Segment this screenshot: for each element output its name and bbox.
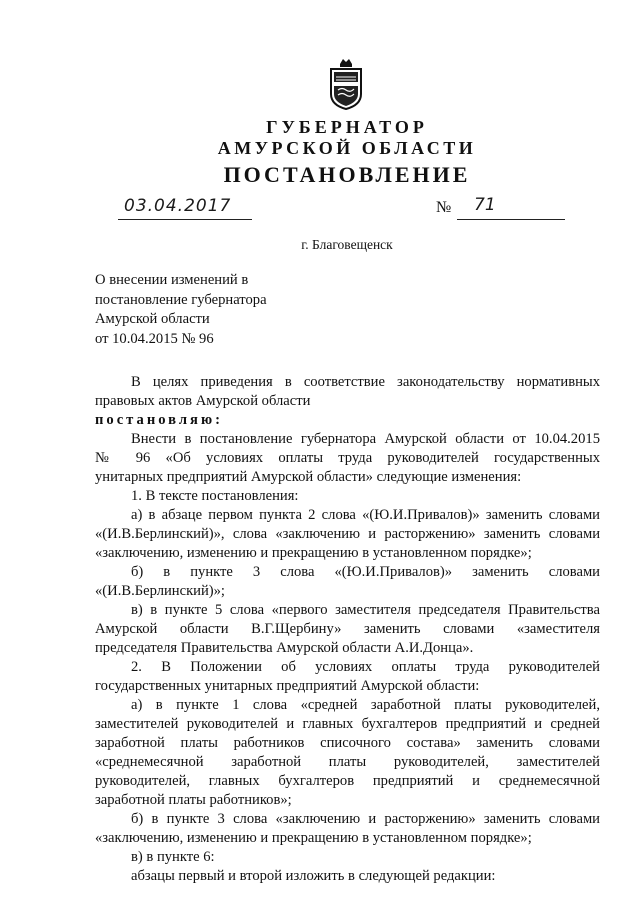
- body-line: а) в абзаце первом пункта 2 слова «(Ю.И.Привалов)» заменить словами: [131, 507, 600, 523]
- body-line: правовых актов Амурской области: [95, 393, 311, 409]
- document-type-title: ПОСТАНОВЛЕНИЕ: [223, 162, 471, 187]
- title-region: АМУРСКОЙ ОБЛАСТИ: [217, 138, 477, 158]
- subject-line: Амурской области: [95, 311, 210, 327]
- body-line: «среднемесячной заработной платы руководителей, заместителей: [95, 754, 600, 770]
- subject-line: постановление губернатора: [95, 291, 267, 308]
- body-line: б) в пункте 3 слова «(Ю.И.Привалов)» заменить словами: [131, 564, 600, 580]
- body-line: «(И.В.Берлинский)», слова «заключению и расторжению» заменить словами: [95, 526, 600, 542]
- body-line: «заключению, изменению и прекращению в установленном порядке»;: [95, 545, 532, 561]
- number-underline: [457, 218, 565, 220]
- body-line: государственных унитарных предприятий Амурской области:: [95, 678, 480, 694]
- body-line: 1. В тексте постановления:: [131, 488, 299, 504]
- body-line: б) в пункте 3 слова «заключению и расторжению» заменить словами: [131, 811, 600, 827]
- document-body: [95, 373, 600, 886]
- body-line: № 96 «Об условиях оплаты труда руководителей государственных: [95, 450, 600, 466]
- title-governor: ГУБЕРНАТОР: [266, 117, 428, 137]
- number-sign: №: [436, 199, 452, 216]
- body-line: в) в пункте 6:: [131, 849, 215, 865]
- date-handwritten: 03.04.2017: [124, 196, 232, 216]
- body-line: в) в пункте 5 слова «первого заместителя председателя Правительства: [131, 602, 600, 618]
- body-line: унитарных предприятий Амурской области» следующие изменения:: [95, 469, 522, 485]
- body-line: абзацы первый и второй изложить в следующей редакции:: [131, 868, 496, 884]
- subject-line: О внесении изменений в: [95, 272, 249, 288]
- body-line: заместителей руководителей и главных бухгалтеров предприятий и средней: [95, 716, 600, 732]
- body-line: Амурской области В.Г.Щербину» заменить словами «заместителя: [95, 621, 600, 637]
- subject-block: [95, 271, 267, 349]
- date-underline: [118, 218, 252, 220]
- body-line: а) в пункте 1 слова «средней заработной платы руководителей,: [131, 697, 600, 713]
- body-line: «(И.В.Берлинский)»;: [95, 583, 225, 599]
- coat-of-arms-icon: [326, 58, 366, 110]
- body-line: руководителей, главных бухгалтеров предприятий и среднемесячной: [95, 773, 600, 789]
- body-line: 2. В Положении об условиях оплаты труда руководителей: [131, 659, 600, 675]
- body-line: «заключению, изменению и прекращению в установленном порядке»;: [95, 830, 532, 846]
- body-line: председателя Правительства Амурской области А.И.Донца».: [95, 640, 474, 656]
- city: г. Благовещенск: [301, 237, 393, 252]
- subject-line: от 10.04.2015 № 96: [95, 330, 214, 347]
- body-line: заработной платы работников»;: [95, 792, 292, 808]
- number-handwritten: 71: [474, 195, 496, 215]
- decree-word: постановляю:: [95, 412, 223, 428]
- body-line: заработной платы работников списочного состава» заменить словами: [95, 735, 600, 751]
- body-line: В целях приведения в соответствие законодательству нормативных: [131, 374, 600, 390]
- body-line: Внести в постановление губернатора Амурской области от 10.04.2015: [131, 431, 600, 447]
